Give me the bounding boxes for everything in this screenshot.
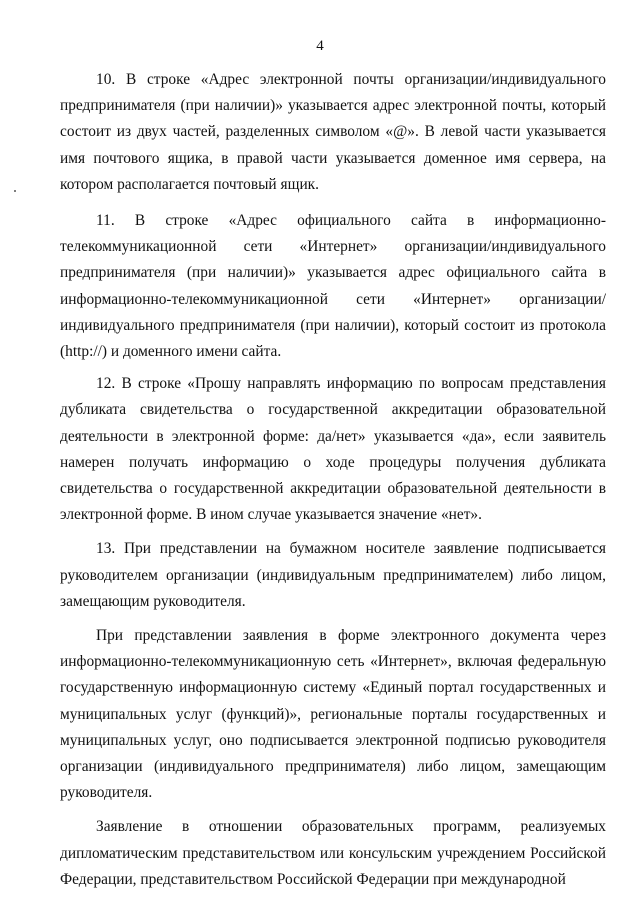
paragraph-electronic-submission: При представлении заявления в форме электронного документа через информационно-телекоммуникационную сеть «Интернет», включая федеральную государственную информационную систему «Единый портал государственных и муниципальных услуг (функций)», региональные порталы государственных и муниципальных услуг, оно подписывается электронной подписью руководителя организации (индивидуального предпринимателя) либо лицом, замещающим руководителя. bbox=[60, 627, 606, 802]
paragraph-diplomatic-programs: Заявление в отношении образовательных программ, реализуемых дипломатическим представительством или консульским учреждением Российской Федерации, представительством Российской Федерации при международной bbox=[60, 818, 606, 888]
page-number: 4 bbox=[316, 38, 324, 54]
document-body bbox=[60, 67, 606, 893]
paragraph-10: 10. В строке «Адрес электронной почты организации/индивидуального предпринимателя (при наличии)» указывается адрес электронной почты, который состоит из двух частей, разделенных символом «@». В левой части указывается имя почтового ящика, в правой части указывается доменное имя сервера, на котором располагается почтовый ящик. bbox=[60, 71, 606, 193]
paragraph-13: 13. При представлении на бумажном носителе заявление подписывается руководителем организации (индивидуальным предпринимателем) либо лицом, замещающим руководителя. bbox=[60, 540, 606, 610]
paragraph-12: 12. В строке «Прошу направлять информацию по вопросам представления дубликата свидетельства о государственной аккредитации образовательной деятельности в электронной форме: да/нет» указывается «да», если заявитель намерен получать информацию о ходе процедуры получения дубликата свидетельства о государственной аккредитации образовательной деятельности в электронной форме. В ином случае указывается значение «нет». bbox=[60, 375, 606, 524]
scan-dot bbox=[14, 190, 16, 192]
paragraph-11: 11. В строке «Адрес официального сайта в информационно-телекоммуникационной сети «Интернет» организации/индивидуального предпринимателя (при наличии)» указывается адрес официального сайта в информационно-телекоммуникационной сети «Интернет» организации/ индивидуального предпринимателя (при наличии), который состоит из протокола (http://) и доменного имени сайта. bbox=[60, 212, 606, 361]
